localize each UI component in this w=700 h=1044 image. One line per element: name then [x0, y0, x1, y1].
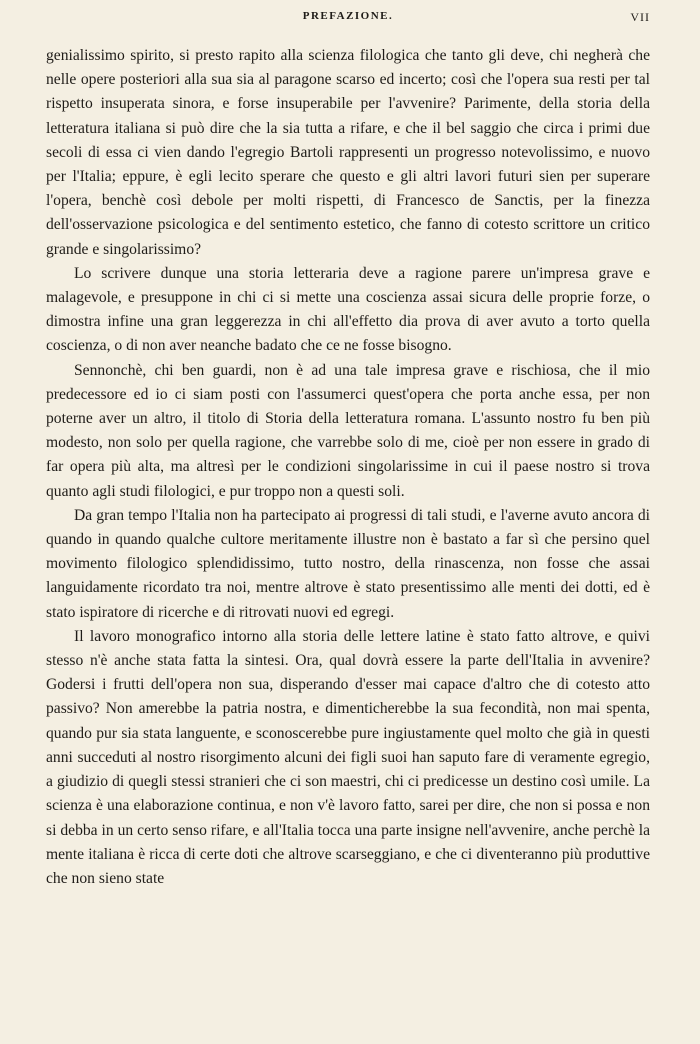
paragraph: Sennonchè, chi ben guardi, non è ad una tale impresa grave e rischiosa, che il mio predecessore ed io ci siam posti con l'assumerci quest'opera che porta anche essa, per non poterne aver un altro, il titolo di Storia della letteratura romana. L'assunto nostro fu ben più modesto, non solo per quella ragione, che varrebbe solo di me, cioè per non essere in grado di far opera più alta, ma altresì per le condizioni singolarissime in cui il paese nostro si trova quanto agli studi filologici, e pur troppo non a questi soli.	[46, 361, 650, 500]
paragraph: Da gran tempo l'Italia non ha partecipato ai progressi di tali studi, e l'averne avuto ancora di quando in quando qualche cultore meritamente illustre non è bastato a far sì che persino quel movimento filologico splendidissimo, tutto nostro, della rinascenza, non fosse che assai languidamente ricordato tra noi, mentre altrove è stato presentissimo alle menti dei dotti, ed è stato ispiratore di ricerche e di ritrovati nuovi ed egregi.	[46, 506, 650, 621]
paragraph: Il lavoro monografico intorno alla storia delle lettere latine è stato fatto altrove, e quivi stesso n'è anche stata fatta la sintesi. Ora, qual dovrà essere la parte dell'Italia in avvenire? Godersi i frutti dell'opera non sua, disperando d'esser mai capace d'altro che di cotesto atto passivo? Non amerebbe la patria nostra, e dimenticherebbe la sua fecondità, non mai spenta, quando pur sia stata languente, e sconoscerebbe pure ingiustamente quel molto che già in questi anni succeduti al nostro risorgimento alcuni dei figli suoi han saputo fare di veramente egregio, a giudizio di quegli stessi stranieri che ci son maestri, chi ci predicesse un destino così umile. La scienza è una elaborazione continua, e non v'è lavoro fatto, sarei per dire, che non si possa e non si debba in un certo senso rifare, e all'Italia tocca una parte insigne nell'avvenire, anche perchè la mente italiana è ricca di certe doti che altrove scarseggiano, e che ci diventeranno più produttive che non sieno state	[46, 627, 650, 887]
page-number: VII	[630, 10, 650, 24]
paragraph: Lo scrivere dunque una storia letteraria deve a ragione parere un'impresa grave e malagevole, e presuppone in chi ci si mette una coscienza assai sicura delle proprie forze, o dimostra infine una gran leggerezza in chi all'effetto dia prova di aver avuto a torto quella coscienza, o di non aver neanche badato che ce ne fosse bisogno.	[46, 264, 650, 355]
body-text	[46, 44, 650, 891]
running-title: PREFAZIONE.	[302, 10, 394, 22]
paragraph-continuation: genialissimo spirito, si presto rapito alla scienza filologica che tanto gli deve, chi negherà che nelle opere posteriori alla sua sia al paragone scarso ed incerto; così che l'opera sua resti per tal rispetto insuperata sinora, e forse insuperabile per l'avvenire? Parimente, della storia della letteratura italiana si può dire che la sia tutta a rifare, e che il bel saggio che circa i primi due secoli di essa ci vien dando l'egregio Bartoli rappresenti un progresso notevolissimo, e nuovo per l'Italia; eppure, è egli lecito sperare che questo e gli altri lavori futuri sien per superare l'opera, benchè così debole per molti rispetti, di Francesco de Sanctis, per la finezza dell'osservazione psicologica e del sentimento estetico, che fanno di cotesto scrittore un critico grande e singolarissimo?	[46, 47, 650, 258]
running-head	[46, 0, 650, 30]
